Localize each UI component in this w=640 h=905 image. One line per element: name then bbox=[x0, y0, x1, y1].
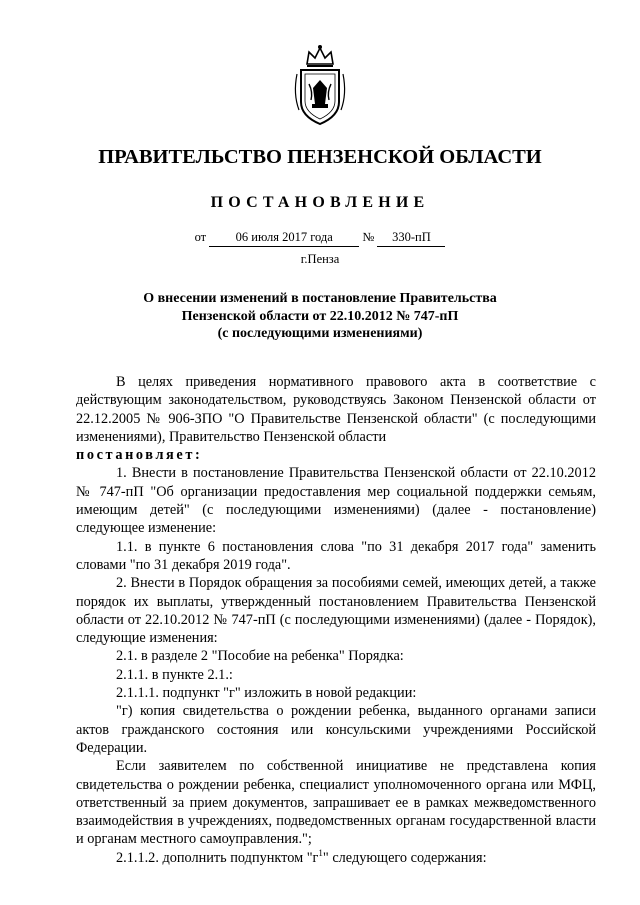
body-paragraph: 2.1.1.1. подпункт "г" изложить в новой редакции: bbox=[116, 685, 417, 702]
body-paragraph: 1. Внести в постановление Правительства Пензенской области от 22.10.2012 № 747-пП "Об организации предоставления мер социальной поддержки семьям, имеющим детей" (с последующими изменениями) (далее - постановление) следующее изменение: bbox=[76, 465, 596, 537]
document-subject bbox=[0, 290, 640, 343]
body-paragraph: 2.1. в разделе 2 "Пособие на ребенка" Порядка: bbox=[116, 648, 404, 665]
body-paragraph: Если заявителем по собственной инициативе не представлена копия свидетельства о рождении ребенка, специалист уполномоченного органа или МФЦ, ответственный за прием документов, запрашивает ее в рамках межведомственного взаимодействия в учреждениях, подведомственных органам государственной власти и органам местного самоуправления."; bbox=[76, 758, 596, 848]
preamble-text: В целях приведения нормативного правового акта в соответствие с действующим законодательством, руководствуясь Законом Пензенской области от 22.12.2005 № 906-ЗПО "О Правительстве Пензенской области" (с последующими изменениями), Правительство Пензенской области bbox=[76, 374, 596, 445]
number-sign: № bbox=[362, 230, 375, 244]
document-body bbox=[76, 373, 596, 867]
clause-text: " следующего содержания: bbox=[322, 849, 487, 866]
body-paragraph bbox=[76, 849, 596, 867]
date-prefix: от bbox=[194, 230, 207, 244]
document-type: ПОСТАНОВЛЕНИЕ bbox=[210, 194, 430, 211]
body-paragraph: 2.1.1. в пункте 2.1.: bbox=[116, 666, 233, 683]
subject-line: О внесении изменений в постановление Правительства bbox=[143, 291, 497, 306]
body-paragraph: "г) копия свидетельства о рождении ребенка, выданного органами записи актов гражданского состояния или консульскими учреждениями Российской Федерации. bbox=[76, 703, 596, 756]
subject-line: Пензенской области от 22.10.2012 № 747-пП bbox=[181, 308, 459, 324]
date-number-line bbox=[0, 230, 640, 247]
document-date: 06 июля 2017 года bbox=[209, 230, 359, 247]
city: г.Пенза bbox=[300, 252, 340, 266]
government-title: ПРАВИТЕЛЬСТВО ПЕНЗЕНСКОЙ ОБЛАСТИ bbox=[98, 146, 542, 168]
body-paragraph: 2. Внести в Порядок обращения за пособиями семей, имеющих детей, а также порядок их выплаты, утвержденный постановлением Правительства Пензенской области от 22.10.2012 № 747-пП (с последующими изменениями) (далее - Порядок), следующие изменения: bbox=[76, 575, 596, 647]
document-number: 330-пП bbox=[377, 230, 445, 247]
decree-word: постановляет: bbox=[76, 447, 203, 464]
body-paragraph bbox=[76, 373, 596, 464]
coat-of-arms-icon bbox=[291, 44, 349, 128]
subject-line: (с последующими изменениями) bbox=[217, 326, 423, 341]
clause-text: 2.1.1.2. дополнить подпунктом "г bbox=[116, 849, 319, 866]
body-paragraph: 1.1. в пункте 6 постановления слова "по 31 декабря 2017 года" заменить словами "по 31 декабря 2019 года". bbox=[76, 538, 596, 573]
superscript: 1 bbox=[318, 847, 323, 858]
